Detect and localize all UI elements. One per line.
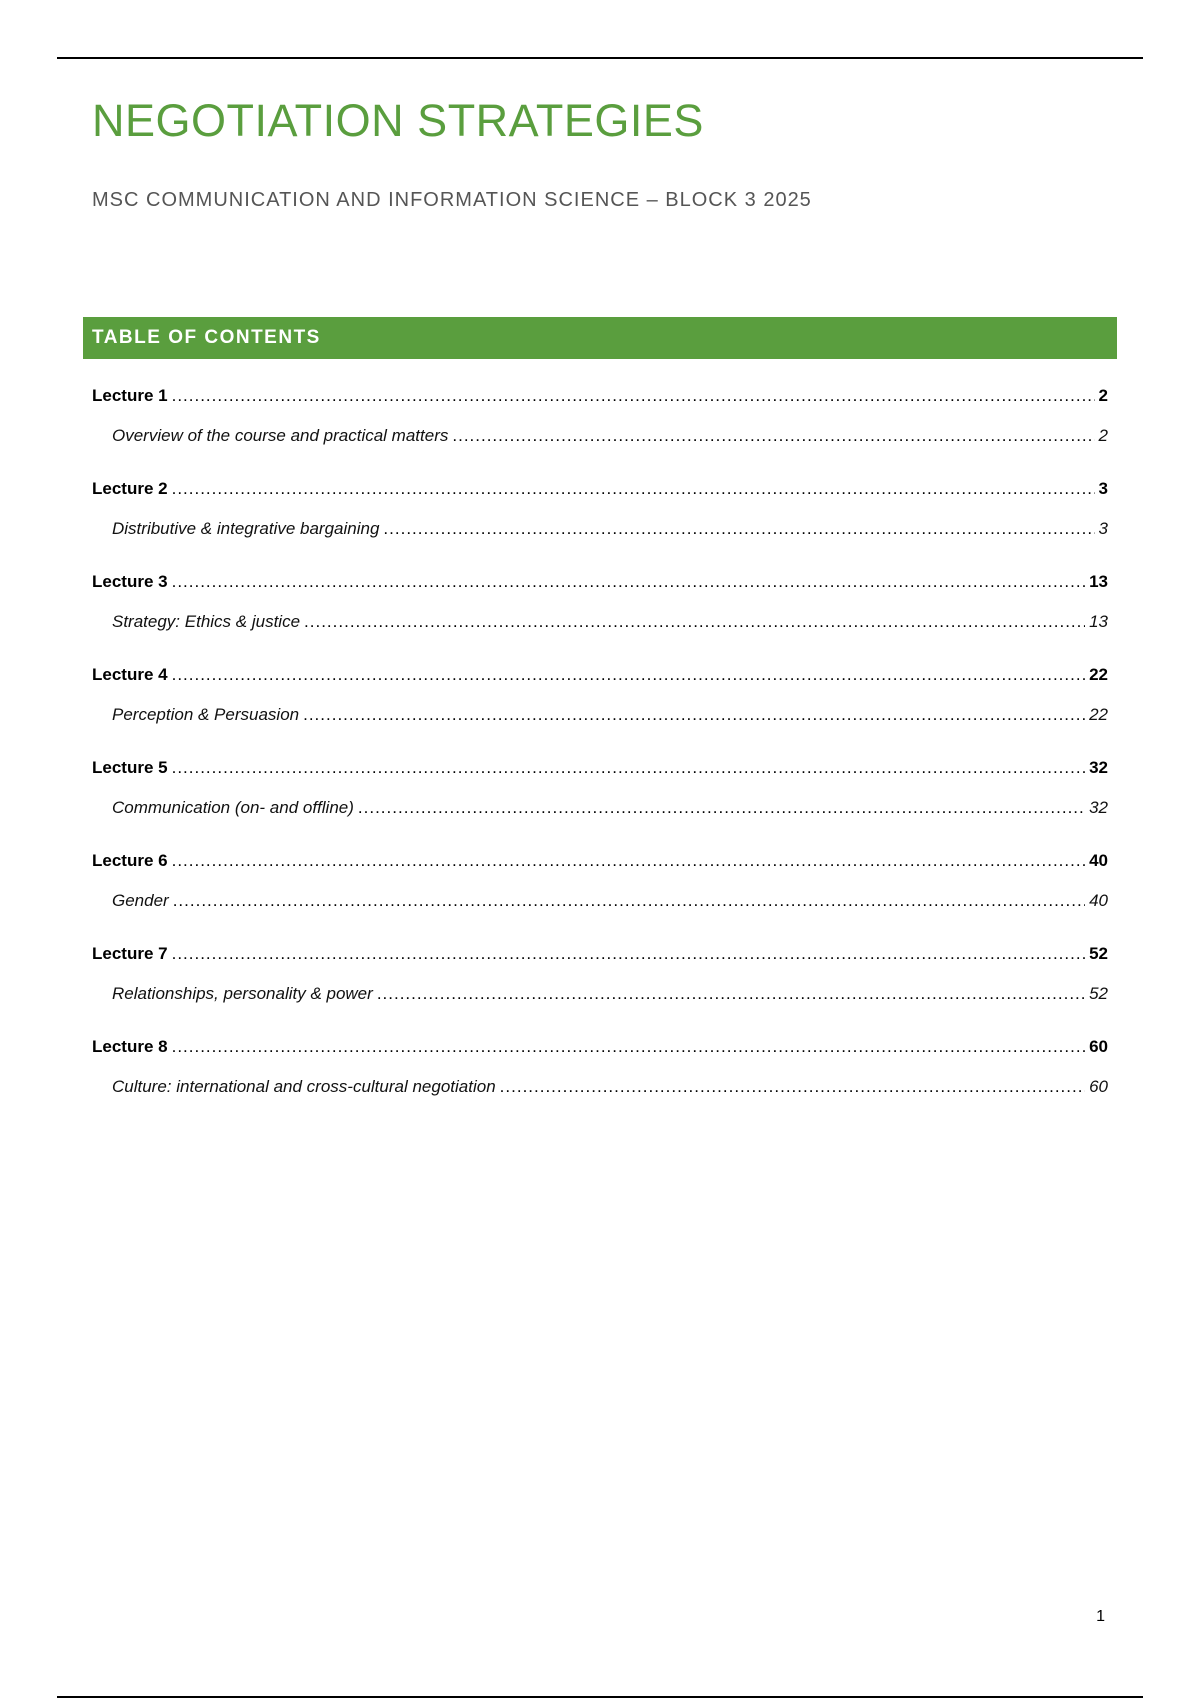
toc-leader — [172, 566, 1085, 598]
toc-entry-label: Lecture 6 — [92, 851, 168, 870]
toc-entry-lecture-1[interactable] — [92, 380, 1108, 420]
toc-group-lecture-4 — [92, 659, 1108, 752]
toc-entry-page: 52 — [1089, 944, 1108, 963]
toc-subentry-lecture-5[interactable] — [92, 792, 1108, 832]
toc-entry-lecture-5[interactable] — [92, 752, 1108, 792]
toc-entry-lecture-2[interactable] — [92, 473, 1108, 513]
toc-entry-lecture-6[interactable] — [92, 845, 1108, 885]
toc-heading-band — [83, 317, 1117, 359]
toc-subentry-label: Overview of the course and practical matters — [112, 426, 449, 445]
toc-entry-page: 3 — [1098, 479, 1108, 498]
toc-entry-page: 32 — [1089, 758, 1108, 777]
toc-subentry-label: Gender — [112, 891, 169, 910]
toc-entry-label: Lecture 4 — [92, 665, 168, 684]
toc-leader — [304, 606, 1085, 638]
toc-group-lecture-8 — [92, 1031, 1108, 1124]
toc-subentry-label: Culture: international and cross-cultural negotiation — [112, 1077, 496, 1096]
toc-leader — [358, 792, 1085, 824]
toc-subentry-page: 3 — [1098, 519, 1108, 538]
toc-subentry-page: 13 — [1089, 612, 1108, 631]
toc-subentry-label: Strategy: Ethics & justice — [112, 612, 301, 631]
table-of-contents — [92, 380, 1108, 1124]
toc-group-lecture-7 — [92, 938, 1108, 1031]
toc-subentry-lecture-3[interactable] — [92, 606, 1108, 646]
document-title: NEGOTIATION STRATEGIES — [92, 95, 704, 146]
toc-leader — [172, 473, 1095, 505]
toc-leader — [500, 1071, 1085, 1103]
toc-entry-label: Lecture 7 — [92, 944, 168, 963]
toc-subentry-page: 40 — [1089, 891, 1108, 910]
toc-group-lecture-6 — [92, 845, 1108, 938]
toc-leader — [172, 380, 1095, 412]
toc-entry-page: 40 — [1089, 851, 1108, 870]
toc-subentry-page: 22 — [1089, 705, 1108, 724]
toc-group-lecture-3 — [92, 566, 1108, 659]
toc-leader — [303, 699, 1085, 731]
footer-rule — [57, 1696, 1143, 1698]
toc-leader — [452, 420, 1094, 452]
toc-entry-label: Lecture 3 — [92, 572, 168, 591]
document-subtitle: MSC COMMUNICATION AND INFORMATION SCIENCE – BLOCK 3 2025 — [92, 189, 812, 211]
toc-entry-page: 2 — [1098, 386, 1108, 405]
toc-leader — [172, 938, 1085, 970]
toc-subentry-label: Perception & Persuasion — [112, 705, 300, 724]
toc-subentry-lecture-7[interactable] — [92, 978, 1108, 1018]
toc-subentry-lecture-8[interactable] — [92, 1071, 1108, 1111]
toc-subentry-lecture-6[interactable] — [92, 885, 1108, 925]
toc-leader — [173, 885, 1085, 917]
toc-subentry-lecture-2[interactable] — [92, 513, 1108, 553]
toc-group-lecture-1 — [92, 380, 1108, 473]
toc-entry-page: 60 — [1089, 1037, 1108, 1056]
toc-heading: TABLE OF CONTENTS — [92, 327, 321, 348]
toc-subentry-label: Relationships, personality & power — [112, 984, 373, 1003]
toc-entry-lecture-4[interactable] — [92, 659, 1108, 699]
toc-subentry-page: 52 — [1089, 984, 1108, 1003]
toc-leader — [172, 1031, 1085, 1063]
toc-leader — [172, 752, 1085, 784]
toc-group-lecture-2 — [92, 473, 1108, 566]
toc-subentry-lecture-4[interactable] — [92, 699, 1108, 739]
toc-subentry-lecture-1[interactable] — [92, 420, 1108, 460]
toc-group-lecture-5 — [92, 752, 1108, 845]
toc-subentry-page: 32 — [1089, 798, 1108, 817]
toc-entry-label: Lecture 2 — [92, 479, 168, 498]
toc-leader — [172, 845, 1085, 877]
toc-subentry-page: 60 — [1089, 1077, 1108, 1096]
toc-entry-lecture-3[interactable] — [92, 566, 1108, 606]
toc-entry-page: 22 — [1089, 665, 1108, 684]
toc-subentry-label: Communication (on- and offline) — [112, 798, 354, 817]
header-rule — [57, 57, 1143, 59]
toc-entry-page: 13 — [1089, 572, 1108, 591]
toc-entry-lecture-7[interactable] — [92, 938, 1108, 978]
toc-leader — [172, 659, 1085, 691]
toc-leader — [383, 513, 1094, 545]
toc-entry-label: Lecture 8 — [92, 1037, 168, 1056]
toc-entry-label: Lecture 5 — [92, 758, 168, 777]
toc-entry-lecture-8[interactable] — [92, 1031, 1108, 1071]
toc-subentry-label: Distributive & integrative bargaining — [112, 519, 380, 538]
toc-subentry-page: 2 — [1098, 426, 1108, 445]
toc-entry-label: Lecture 1 — [92, 386, 168, 405]
page-number: 1 — [1096, 1608, 1105, 1625]
toc-leader — [377, 978, 1085, 1010]
